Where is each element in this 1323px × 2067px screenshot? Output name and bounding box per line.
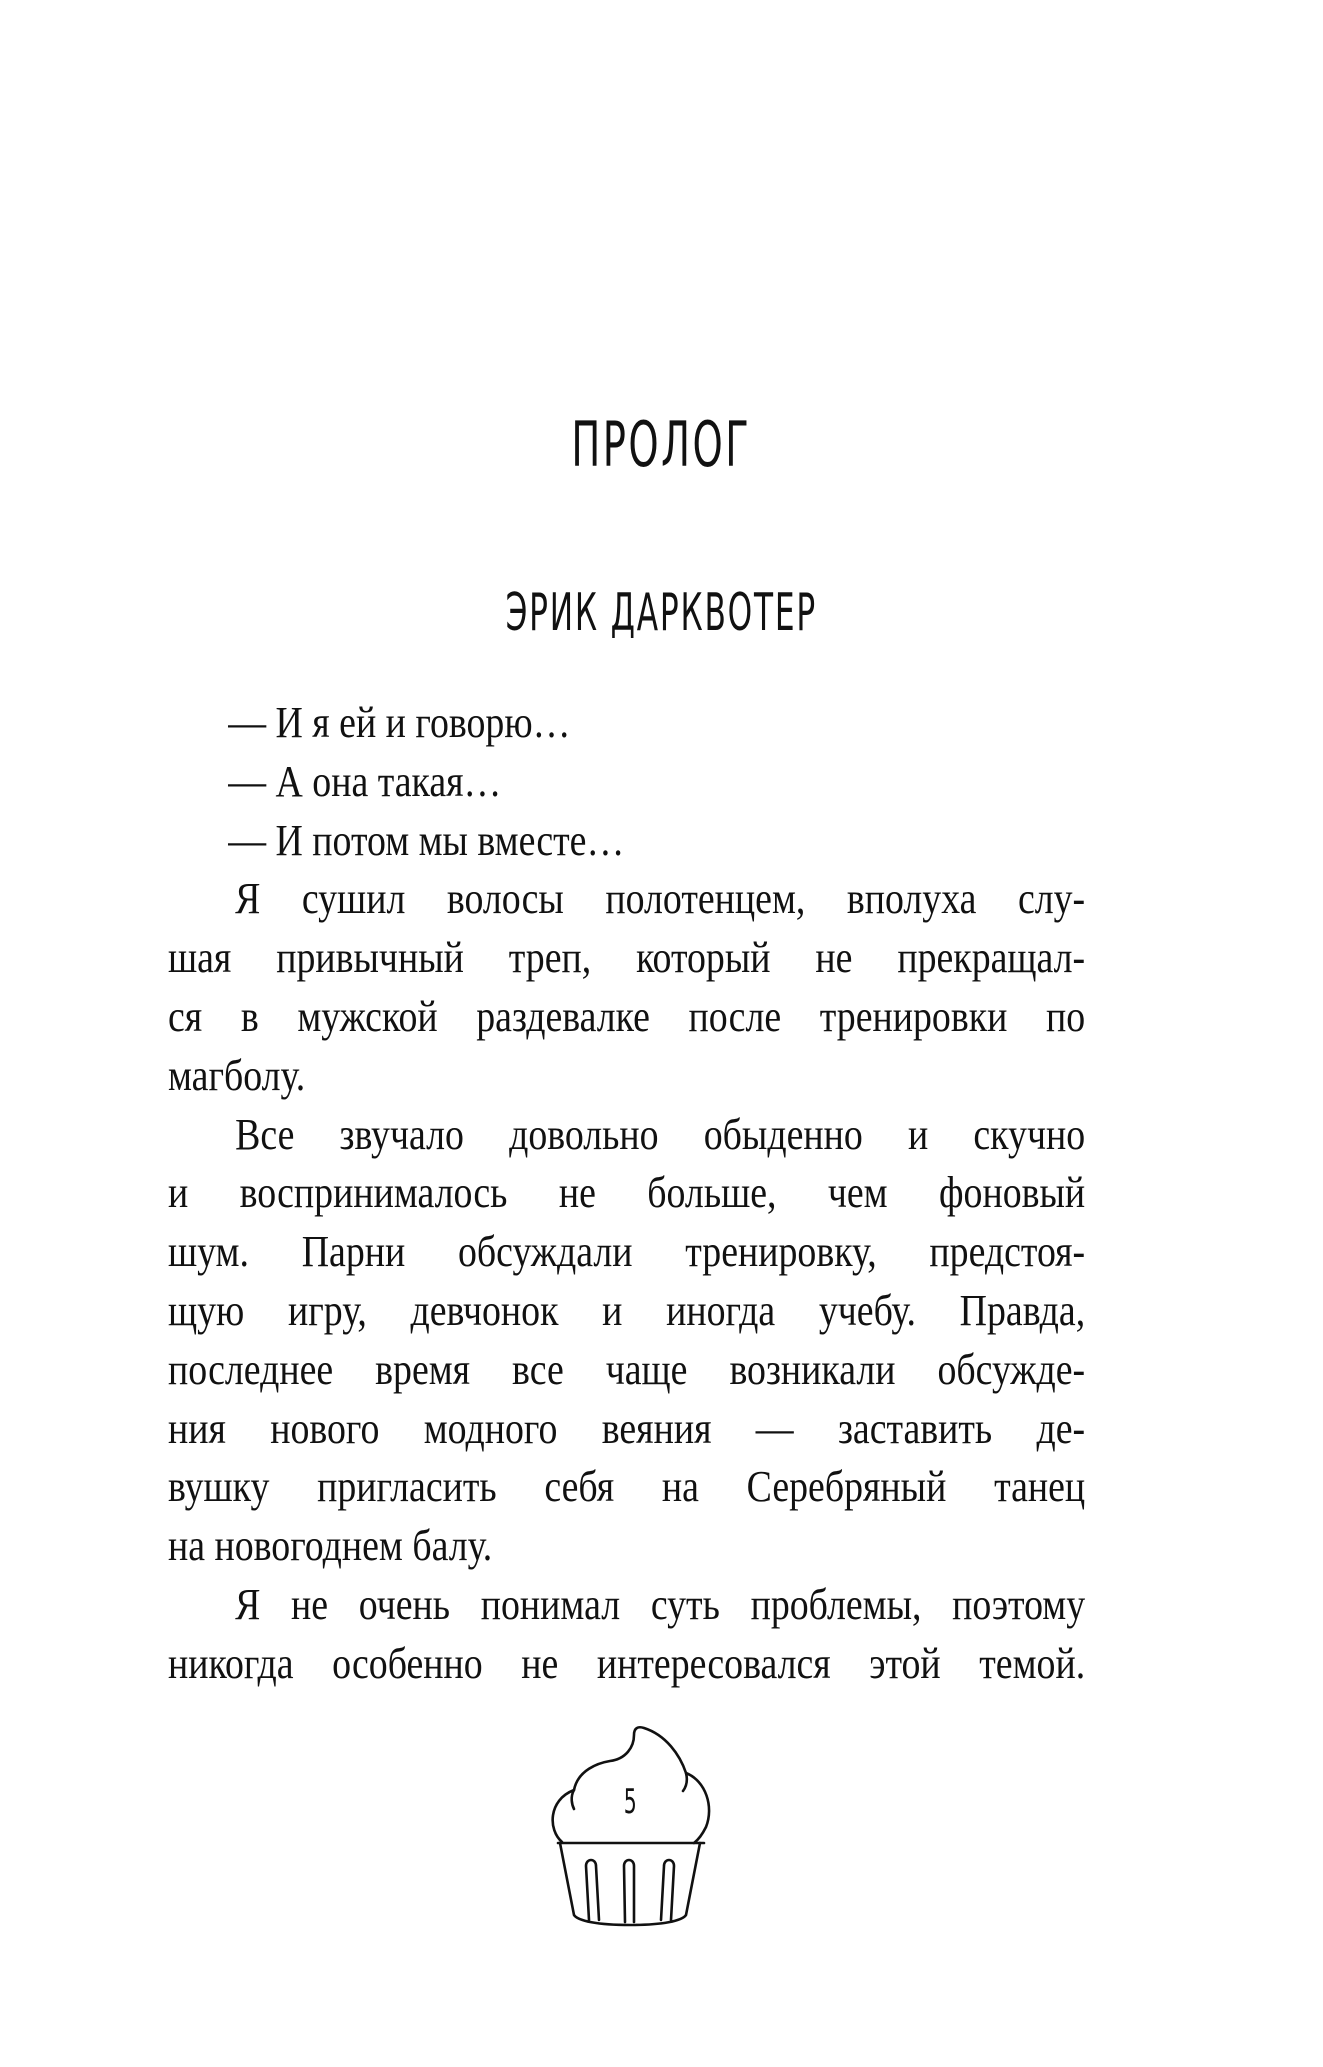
text-line: Я не очень понимал суть проблемы, поэтому [235, 1579, 1086, 1629]
cupcake-icon [548, 1725, 713, 1930]
text-line: шум. Парни обсуждали тренировку, предстоя- [168, 1227, 1086, 1277]
page-number: 5 [623, 1782, 637, 1822]
text-line: — И я ей и говорю… [228, 698, 571, 747]
text-line: на новогоднем балу. [168, 1521, 493, 1571]
text-line: никогда особенно не интересовался этой темой. [168, 1638, 1086, 1688]
body-text [168, 697, 1085, 1697]
text-line: магболу. [168, 1050, 306, 1100]
pov-character-heading: ЭРИК ДАРКВОТЕР [505, 583, 818, 643]
text-line: ния нового модного веяния — заставить де- [168, 1403, 1086, 1453]
text-line: и воспринималось не больше, чем фоновый [168, 1168, 1086, 1218]
text-line: ся в мужской раздевалке после тренировки по [168, 991, 1086, 1041]
text-line: Все звучало довольно обыденно и скучно [235, 1109, 1086, 1159]
text-line: шая привычный треп, который не прекращал- [168, 933, 1086, 983]
text-line: последнее время все чаще возникали обсужде- [168, 1344, 1086, 1394]
text-line: вушку пригласить себя на Серебряный танец [168, 1462, 1086, 1512]
text-line: Я сушил волосы полотенцем, вполуха слу- [235, 874, 1086, 924]
text-line: щую игру, девчонок и иногда учебу. Правда, [168, 1285, 1086, 1335]
text-line: — А она такая… [228, 756, 502, 806]
text-line: — И потом мы вместе… [228, 815, 625, 865]
chapter-title: ПРОЛОГ [571, 408, 752, 481]
